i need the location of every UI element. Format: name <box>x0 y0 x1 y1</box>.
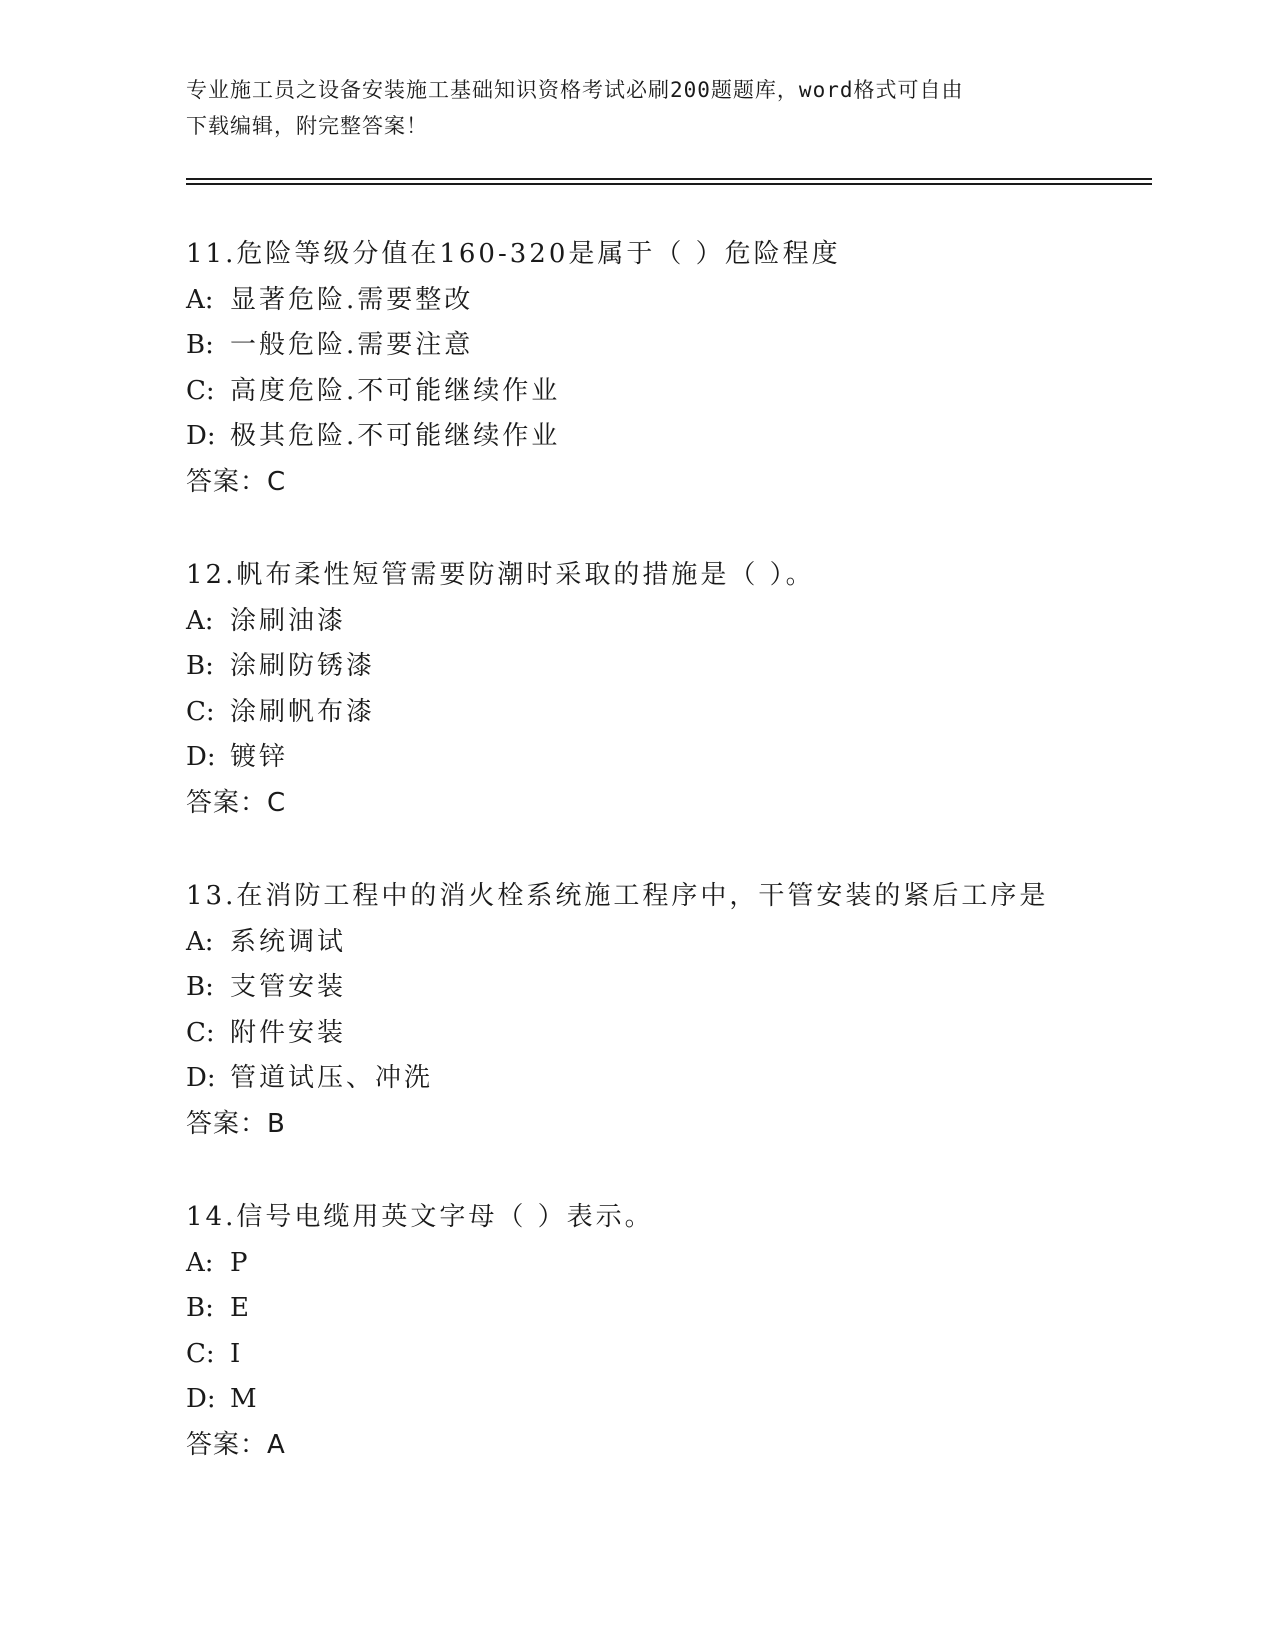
option-key: D: <box>186 1063 216 1093</box>
option-c <box>186 1011 1146 1057</box>
option-key: B: <box>186 1293 214 1323</box>
option-key: A: <box>186 284 214 315</box>
option-text: I <box>230 1338 244 1369</box>
option-text: 附件安装 <box>230 1017 347 1048</box>
option-text: 镀锌 <box>230 742 289 772</box>
option-key: B: <box>186 330 214 360</box>
option-a <box>186 599 1146 645</box>
option-text: E <box>230 1293 252 1323</box>
option-key: C: <box>186 375 215 406</box>
question-13 <box>186 874 1146 1147</box>
option-d <box>186 1377 1146 1423</box>
option-key: A: <box>186 605 214 636</box>
option-text: P <box>230 1247 251 1278</box>
question-stem: 11.危险等级分值在160-320是属于（ ）危险程度 <box>186 239 841 269</box>
option-d <box>186 735 1146 781</box>
question-11 <box>186 232 1146 505</box>
header-divider-top <box>186 178 1152 180</box>
option-text: 一般危险.需要注意 <box>230 330 474 360</box>
answer: 答案：A <box>186 1429 286 1460</box>
answer: 答案：C <box>186 466 287 497</box>
question-stem: 12.帆布柔性短管需要防潮时采取的措施是（ ）。 <box>186 560 815 590</box>
option-text: 支管安装 <box>230 972 347 1002</box>
option-key: A: <box>186 1247 214 1278</box>
option-key: C: <box>186 1017 215 1048</box>
option-text: 涂刷油漆 <box>230 605 347 636</box>
option-text: 显著危险.需要整改 <box>230 284 474 315</box>
answer: 答案：C <box>186 787 287 818</box>
option-a <box>186 278 1146 324</box>
question-12 <box>186 553 1146 826</box>
option-c <box>186 369 1146 415</box>
option-key: B: <box>186 972 214 1002</box>
header-divider-bottom <box>186 183 1152 185</box>
option-b <box>186 965 1146 1011</box>
question-stem: 13.在消防工程中的消火栓系统施工程序中，干管安装的紧后工序是 <box>186 881 1049 911</box>
option-d <box>186 414 1146 460</box>
option-b <box>186 644 1146 690</box>
question-list <box>186 232 1146 1516</box>
option-text: 涂刷防锈漆 <box>230 651 376 681</box>
document-header <box>186 72 1066 144</box>
option-b <box>186 323 1146 369</box>
option-key: D: <box>186 1384 216 1414</box>
option-key: B: <box>186 651 214 681</box>
option-text: 管道试压、冲洗 <box>230 1063 434 1093</box>
option-d <box>186 1056 1146 1102</box>
question-stem: 14.信号电缆用英文字母（ ）表示。 <box>186 1202 654 1232</box>
option-key: D: <box>186 742 216 772</box>
option-c <box>186 690 1146 736</box>
option-c <box>186 1332 1146 1378</box>
option-text: M <box>230 1384 260 1414</box>
header-line-1: 专业施工员之设备安装施工基础知识资格考试必刷200题题库，word格式可自由 <box>186 78 964 102</box>
option-text: 涂刷帆布漆 <box>230 696 376 727</box>
question-14 <box>186 1195 1146 1468</box>
option-key: C: <box>186 1338 215 1369</box>
option-key: C: <box>186 696 215 727</box>
option-key: A: <box>186 926 214 957</box>
option-key: D: <box>186 421 216 451</box>
option-text: 系统调试 <box>230 926 347 957</box>
option-text: 极其危险.不可能继续作业 <box>230 421 561 451</box>
answer: 答案：B <box>186 1108 286 1139</box>
option-b <box>186 1286 1146 1332</box>
option-text: 高度危险.不可能继续作业 <box>230 375 561 406</box>
option-a <box>186 1241 1146 1287</box>
header-line-2: 下载编辑，附完整答案！ <box>186 114 428 138</box>
option-a <box>186 920 1146 966</box>
